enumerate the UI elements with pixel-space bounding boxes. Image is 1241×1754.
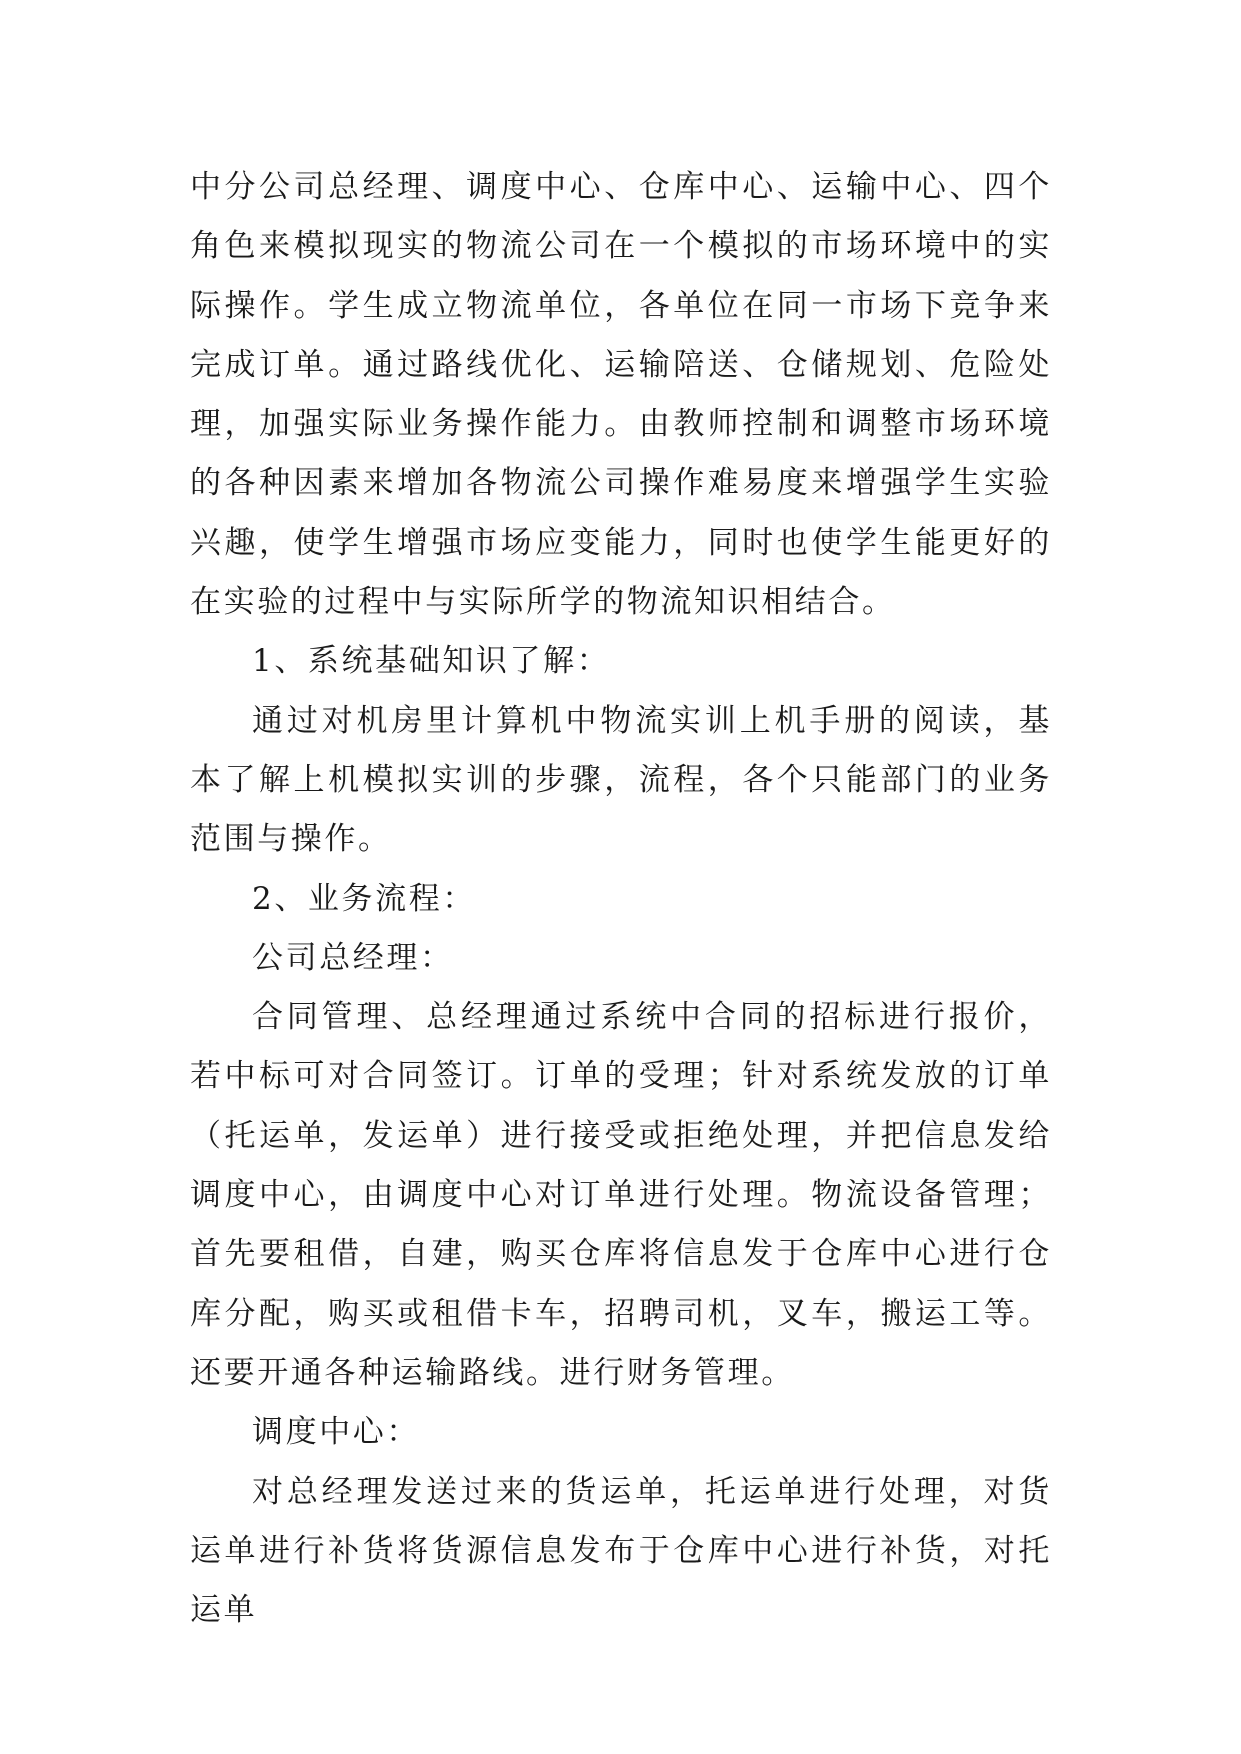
document-body bbox=[190, 158, 1052, 1640]
paragraph-system-basics: 通过对机房里计算机中物流实训上机手册的阅读，基本了解上机模拟实训的步骤，流程，各个只能部门的业务范围与操作。 bbox=[190, 702, 1052, 858]
heading-dispatch-center: 调度中心： bbox=[252, 1414, 420, 1451]
paragraph-intro-continued: 中分公司总经理、调度中心、仓库中心、运输中心、四个角色来模拟现实的物流公司在一个模拟的市场环境中的实际操作。学生成立物流单位，各单位在同一市场下竞争来完成订单。通过路线优化、运输陪送、仓储规划、危险处理，加强实际业务操作能力。由教师控制和调整市场环境的各种因素来增加各物流公司操作难易度来增强学生实验兴趣，使学生增强市场应变能力，同时也使学生能更好的在实验的过程中与实际所学的物流知识相结合。 bbox=[190, 169, 1052, 621]
heading-general-manager: 公司总经理： bbox=[252, 939, 454, 976]
paragraph-general-manager: 合同管理、总经理通过系统中合同的招标进行报价，若中标可对合同签订。订单的受理；针对系统发放的订单（托运单，发运单）进行接受或拒绝处理，并把信息发给调度中心，由调度中心对订单进行处理。物流设备管理；首先要租借，自建，购买仓库将信息发于仓库中心进行仓库分配，购买或租借卡车，招聘司机，叉车，搬运工等。还要开通各种运输路线。进行财务管理。 bbox=[190, 999, 1052, 1391]
paragraph-dispatch-center: 对总经理发送过来的货运单，托运单进行处理，对货运单进行补货将货源信息发布于仓库中心进行补货，对托运单 bbox=[190, 1473, 1052, 1629]
heading-system-basics: 1、系统基础知识了解： bbox=[252, 643, 611, 680]
heading-business-process: 2、业务流程： bbox=[252, 880, 476, 917]
